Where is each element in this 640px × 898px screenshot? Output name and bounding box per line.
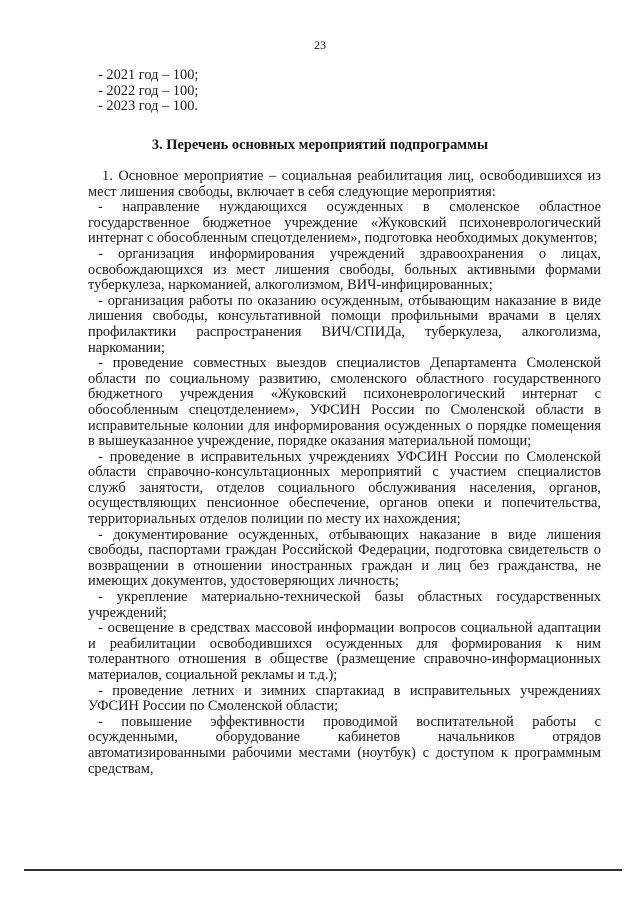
paragraph: 1. Основное мероприятие – социальная реабилитация лиц, освободившихся из мест лишения свободы, включает в себя следующие мероприятия: — [88, 168, 601, 200]
page-number: 23 — [314, 38, 326, 52]
paragraph: - направление нуждающихся осужденных в смоленское областное государственное бюджетное учреждение «Жуковский психоневрологический интернат с обособленным спецотделением», подготовка необходимых документов; — [88, 199, 601, 247]
section-title: 3. Перечень основных мероприятий подпрограммы — [151, 137, 489, 153]
paragraph: - повышение эффективности проводимой воспитательной работы с осужденными, оборудование кабинетов начальников отрядов автоматизированными рабочими местами (ноутбук) с доступом к программным средствам, — [88, 713, 601, 777]
paragraph: - организация работы по оказанию осужденным, отбывающим наказание в виде лишения свободы, консультативной помощи профильными врачами в целях профилактики распространения ВИЧ/СПИДа, туберкулеза, алкоголизма, наркомании; — [88, 292, 601, 356]
paragraph: - организация информирования учреждений здравоохранения о лицах, освобождающихся из мест лишения свободы, больных активными формами туберкулеза, наркоманией, алкоголизмом, ВИЧ-инфицированных; — [88, 245, 601, 294]
paragraph: - проведение в исправительных учреждениях УФСИН России по Смоленской области справочно-консультационных мероприятий с участием специалистов служб занятости, отделов социального обслуживания населения, органов, осуществляющих пенсионное обеспечение, органов опеки и попечительства, территориальных отделов полиции по месту их нахождения; — [88, 448, 601, 528]
list-item: - 2023 год – 100. — [98, 98, 198, 115]
document-body — [88, 169, 601, 777]
list-item: - 2021 год – 100; — [98, 67, 199, 83]
paragraph: - документирование осужденных, отбывающих наказание в виде лишения свободы, паспортами граждан Российской Федерации, подготовка свидетельств о возвращении в отношении иностранных граждан и лиц без гражданства, не имеющих документов, удостоверяющих личность; — [88, 526, 601, 590]
paragraph: - укрепление материально-технической базы областных государственных учреждений; — [88, 589, 601, 621]
footer-divider — [24, 869, 622, 871]
paragraph: - проведение летних и зимних спартакиад в исправительных учреждениях УФСИН России по Смоленской области; — [88, 682, 601, 715]
paragraph: - проведение совместных выездов специалистов Департамента Смоленской области по социальному развитию, смоленского областного государственного бюджетного учреждения «Жуковский психоневрологический интернат с обособленным спецотделением», УФСИН России по Смоленской области в исправительные колонии для информирования осужденных о порядке помещения в вышеуказанное учреждение, порядке оказания материальной помощи; — [88, 355, 601, 450]
list-item: - 2022 год – 100; — [98, 82, 199, 99]
paragraph: - освещение в средствах массовой информации вопросов социальной адаптации и реабилитации освободившихся осужденных для формирования к ним толерантного отношения в обществе (размещение справочно-информационных материалов, социальной рекламы и т.д.); — [88, 620, 601, 683]
target-values-list — [88, 68, 601, 115]
